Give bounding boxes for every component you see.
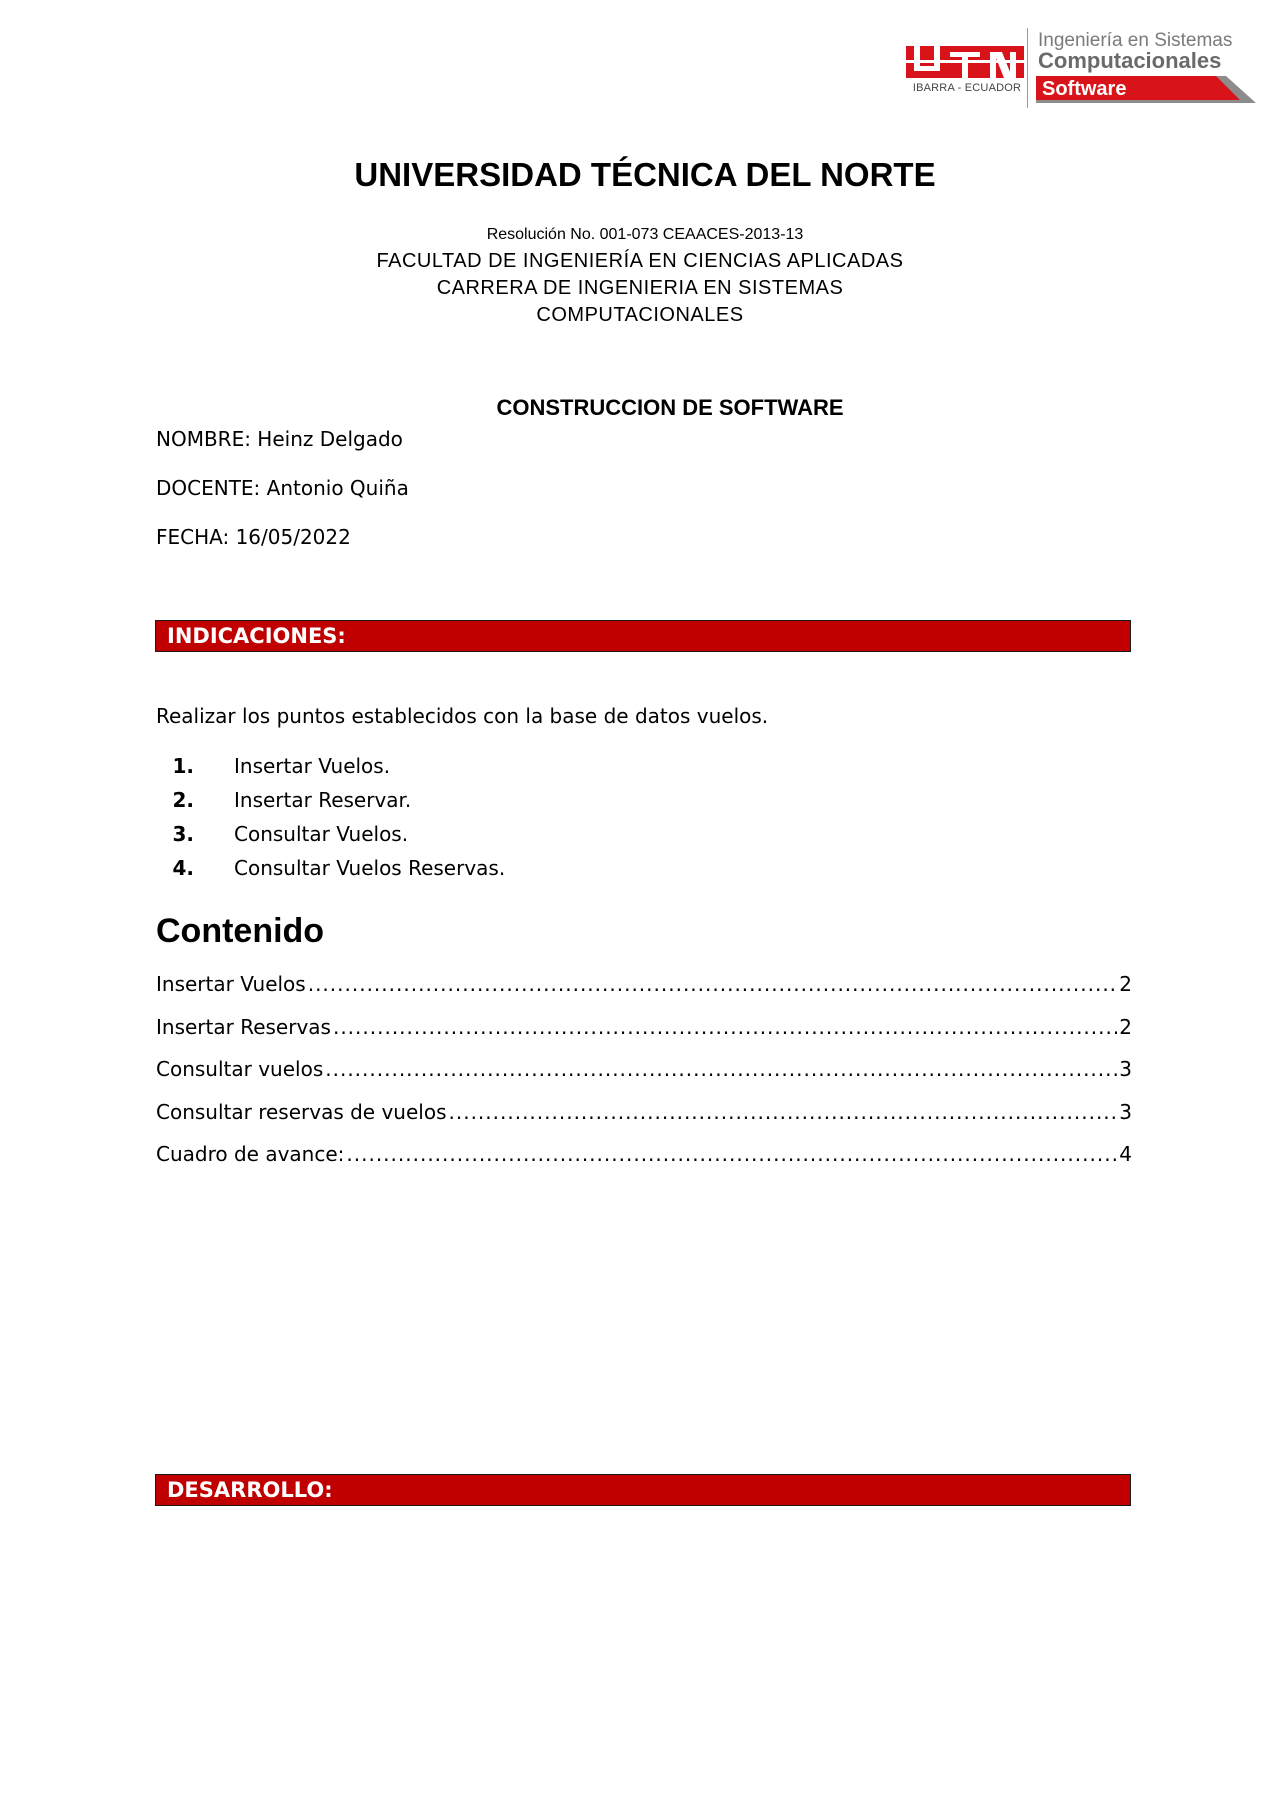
- list-text: Insertar Reservar.: [234, 788, 412, 812]
- list-item: [156, 788, 505, 822]
- teacher-name: DOCENTE: Antonio Quiña: [156, 476, 409, 500]
- toc-entry-insertar-reservas[interactable]: [156, 1015, 1132, 1058]
- list-number: 1.: [172, 754, 194, 778]
- logo-line1: Ingeniería en Sistemas: [1038, 30, 1233, 51]
- table-of-contents: [156, 972, 1132, 1185]
- toc-entry-label: Insertar Reservas: [156, 1014, 331, 1039]
- list-item: [156, 754, 505, 788]
- logo-line2: Computacionales: [1038, 48, 1222, 73]
- toc-entry-consultar-vuelos[interactable]: [156, 1057, 1132, 1100]
- career-line-2: COMPUTACIONALES: [536, 304, 744, 326]
- list-number: 3.: [172, 822, 194, 846]
- section-header-desarrollo: DESARROLLO:: [155, 1474, 1131, 1506]
- list-text: Consultar Vuelos Reservas.: [234, 856, 506, 880]
- toc-entry-label: Cuadro de avance:: [156, 1142, 345, 1166]
- list-number: 2.: [172, 788, 194, 812]
- toc-entry-label: Consultar vuelos: [156, 1057, 324, 1081]
- subject-title: CONSTRUCCION DE SOFTWARE: [496, 395, 844, 420]
- toc-entry-label: Consultar reservas de vuelos: [156, 1099, 447, 1124]
- university-title: UNIVERSIDAD TÉCNICA DEL NORTE: [354, 156, 936, 193]
- date-field: FECHA: 16/05/2022: [156, 525, 351, 549]
- section-header-indicaciones: INDICACIONES:: [155, 620, 1131, 652]
- toc-entry-consultar-reservas[interactable]: [156, 1100, 1132, 1143]
- toc-entry-page: 2: [1119, 972, 1132, 996]
- toc-entry-insertar-vuelos[interactable]: [156, 972, 1132, 1015]
- toc-leader-dots: [308, 972, 1118, 996]
- student-name: NOMBRE: Heinz Delgado: [156, 427, 403, 451]
- toc-leader-dots: [449, 1100, 1118, 1124]
- logo-divider: [1027, 28, 1028, 108]
- toc-entry-label: Insertar Vuelos: [156, 972, 306, 996]
- toc-entry-page: 3: [1119, 1099, 1132, 1124]
- utn-logo: [906, 28, 1256, 110]
- list-text: Insertar Vuelos.: [234, 754, 391, 778]
- task-list: [156, 754, 505, 890]
- toc-leader-dots: [325, 1057, 1117, 1081]
- toc-title: Contenido: [156, 912, 325, 950]
- utn-logo-icon: [906, 46, 1024, 78]
- toc-entry-page: 3: [1119, 1057, 1132, 1081]
- toc-entry-page: 4: [1119, 1142, 1132, 1166]
- list-text: Consultar Vuelos.: [234, 822, 409, 846]
- toc-entry-cuadro-avance[interactable]: [156, 1142, 1132, 1185]
- logo-band-label: Software: [1042, 78, 1127, 100]
- career-line-1: CARRERA DE INGENIERIA EN SISTEMAS: [436, 277, 844, 299]
- list-number: 4.: [172, 856, 194, 880]
- resolution-text: Resolución No. 001-073 CEAACES-2013-13: [486, 226, 804, 243]
- list-item: [156, 822, 505, 856]
- faculty-text: FACULTAD DE INGENIERÍA EN CIENCIAS APLICADAS: [376, 250, 904, 272]
- toc-leader-dots: [346, 1142, 1117, 1166]
- toc-leader-dots: [333, 1015, 1117, 1039]
- toc-entry-page: 2: [1119, 1014, 1132, 1039]
- logo-city: IBARRA - ECUADOR: [912, 82, 1022, 94]
- list-item: [156, 856, 505, 890]
- intro-text: Realizar los puntos establecidos con la base de datos vuelos.: [156, 704, 769, 728]
